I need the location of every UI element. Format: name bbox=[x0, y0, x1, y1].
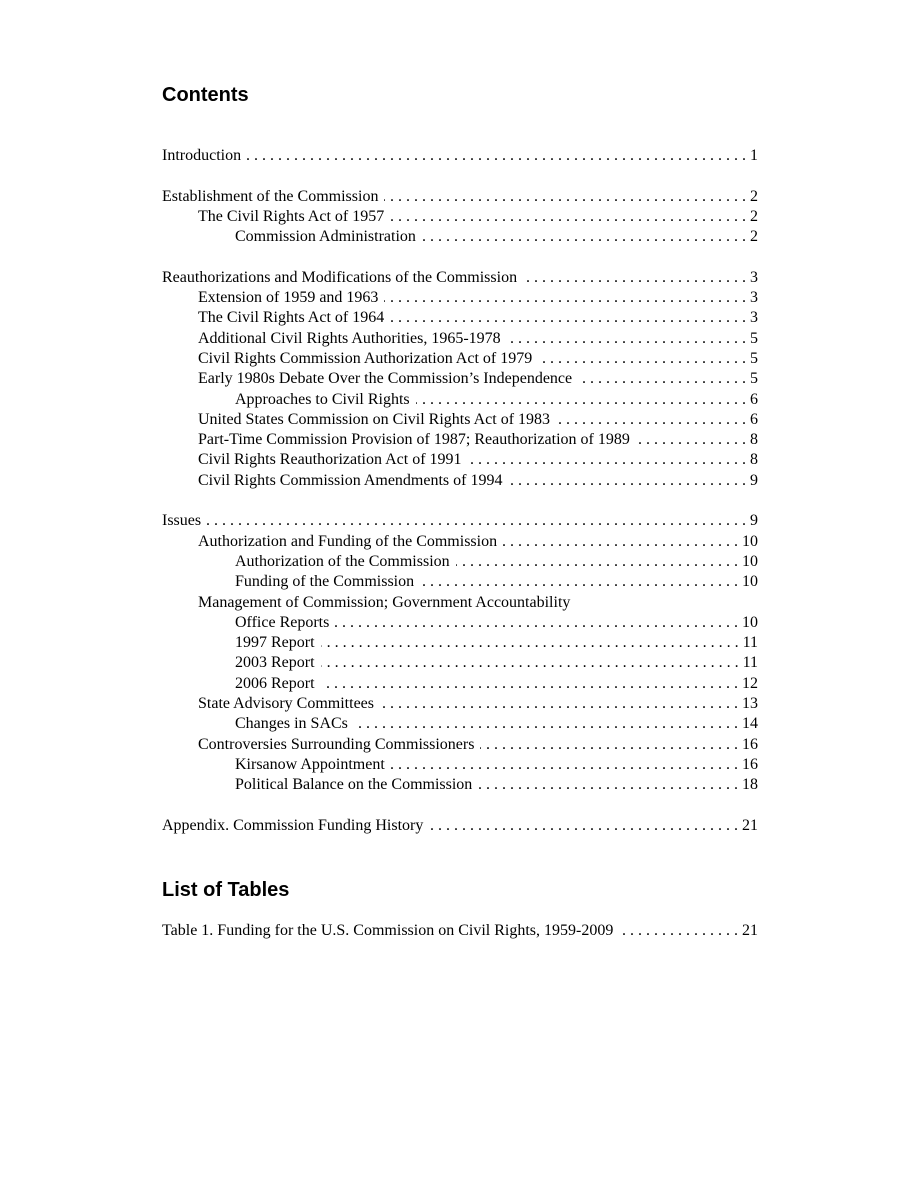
entry-title: Civil Rights Reauthorization Act of 1991 bbox=[198, 451, 462, 469]
toc-spacer bbox=[162, 166, 758, 186]
entry-title: Extension of 1959 and 1963 bbox=[198, 289, 379, 307]
entry-title: Kirsanow Appointment bbox=[235, 755, 385, 773]
entry-title: Management of Commission; Government Accountability bbox=[198, 593, 571, 611]
toc-entry[interactable] bbox=[162, 329, 758, 349]
entry-title: Introduction bbox=[162, 147, 242, 164]
page-number: 9 bbox=[750, 512, 758, 530]
entry-title: Changes in SACs bbox=[235, 715, 348, 733]
toc-entry[interactable] bbox=[162, 390, 758, 410]
toc-entry[interactable] bbox=[162, 775, 758, 795]
dot-leader bbox=[335, 613, 738, 633]
dot-leader bbox=[380, 694, 738, 714]
entry-title: 2003 Report bbox=[235, 654, 315, 672]
dot-leader bbox=[390, 207, 746, 227]
entry-title: Issues bbox=[162, 512, 202, 530]
dot-leader bbox=[391, 755, 738, 775]
page-number: 21 bbox=[742, 816, 758, 834]
entry-title: Early 1980s Debate Over the Commission’s Independence bbox=[198, 370, 573, 388]
dot-leader bbox=[390, 308, 746, 328]
dot-leader bbox=[429, 816, 738, 836]
entry-title: United States Commission on Civil Rights Act of 1983 bbox=[198, 410, 551, 428]
contents-heading: Contents bbox=[162, 84, 249, 106]
entry-title: Table 1. Funding for the U.S. Commission on Civil Rights, 1959-2009 bbox=[162, 922, 614, 939]
dot-leader bbox=[508, 471, 746, 491]
entry-title: Approaches to Civil Rights bbox=[235, 390, 410, 408]
entry-title: Additional Civil Rights Authorities, 1965-1978 bbox=[198, 329, 501, 347]
list-of-tables-heading: List of Tables bbox=[162, 879, 290, 901]
dot-leader bbox=[480, 735, 738, 755]
page-number: 8 bbox=[750, 451, 758, 469]
toc-entry[interactable] bbox=[162, 613, 758, 633]
page-number: 9 bbox=[750, 471, 758, 489]
dot-leader bbox=[384, 187, 746, 207]
list-of-tables bbox=[162, 921, 758, 941]
dot-leader bbox=[503, 532, 738, 552]
dot-leader bbox=[321, 674, 738, 694]
toc-entry[interactable] bbox=[162, 735, 758, 755]
toc-entry[interactable] bbox=[162, 410, 758, 430]
entry-title: Civil Rights Commission Amendments of 1994 bbox=[198, 471, 503, 489]
page-number: 2 bbox=[750, 187, 758, 205]
toc-entry[interactable] bbox=[162, 755, 758, 775]
page-number: 18 bbox=[742, 776, 758, 794]
page-number: 2 bbox=[750, 207, 758, 225]
page-number: 1 bbox=[750, 147, 758, 164]
dot-leader bbox=[523, 268, 746, 288]
entry-title: Reauthorizations and Modifications of the Commission bbox=[162, 268, 518, 286]
dot-leader bbox=[247, 146, 746, 166]
page-number: 10 bbox=[742, 532, 758, 550]
page-number: 3 bbox=[750, 309, 758, 327]
toc-entry[interactable] bbox=[162, 471, 758, 491]
page-number: 16 bbox=[742, 755, 758, 773]
page-number: 21 bbox=[742, 922, 758, 939]
page-number: 10 bbox=[742, 573, 758, 591]
toc-entry[interactable] bbox=[162, 349, 758, 369]
page-number: 6 bbox=[750, 410, 758, 428]
toc-entry[interactable] bbox=[162, 532, 758, 552]
dot-leader bbox=[507, 329, 746, 349]
dot-leader bbox=[207, 511, 746, 531]
toc-entry[interactable] bbox=[162, 450, 758, 470]
toc-entry[interactable] bbox=[162, 633, 758, 653]
page-number: 6 bbox=[750, 390, 758, 408]
entry-title: 2006 Report bbox=[235, 674, 315, 692]
entry-title: Political Balance on the Commission bbox=[235, 776, 473, 794]
page-number: 12 bbox=[742, 674, 758, 692]
entry-title: The Civil Rights Act of 1964 bbox=[198, 309, 385, 327]
dot-leader bbox=[556, 410, 746, 430]
page-number: 8 bbox=[750, 431, 758, 449]
entry-title: 1997 Report bbox=[235, 634, 315, 652]
toc-entry[interactable] bbox=[162, 511, 758, 531]
entry-title: Funding of the Commission bbox=[235, 573, 415, 591]
entry-title: Office Reports bbox=[235, 613, 330, 631]
dot-leader bbox=[636, 430, 746, 450]
dot-leader bbox=[321, 633, 739, 653]
toc-entry[interactable] bbox=[162, 552, 758, 572]
page-number: 11 bbox=[742, 654, 758, 672]
toc-entry[interactable] bbox=[162, 430, 758, 450]
dot-leader bbox=[384, 288, 746, 308]
entry-title: Appendix. Commission Funding History bbox=[162, 816, 424, 834]
entry-title: Authorization of the Commission bbox=[235, 552, 450, 570]
dot-leader bbox=[416, 390, 746, 410]
entry-title: Establishment of the Commission bbox=[162, 187, 379, 205]
page-number: 5 bbox=[750, 329, 758, 347]
toc-entry[interactable] bbox=[162, 288, 758, 308]
toc-entry[interactable] bbox=[162, 674, 758, 694]
entry-title: Controversies Surrounding Commissioners bbox=[198, 735, 475, 753]
page-number: 5 bbox=[750, 349, 758, 367]
toc-entry[interactable] bbox=[162, 146, 758, 166]
toc-entry[interactable] bbox=[162, 694, 758, 714]
entry-title: The Civil Rights Act of 1957 bbox=[198, 207, 385, 225]
toc-entry[interactable] bbox=[162, 593, 758, 613]
toc-entry[interactable] bbox=[162, 207, 758, 227]
toc-entry[interactable] bbox=[162, 572, 758, 592]
dot-leader bbox=[321, 653, 739, 673]
dot-leader bbox=[422, 227, 746, 247]
page-number: 2 bbox=[750, 228, 758, 246]
page-number: 5 bbox=[750, 370, 758, 388]
toc-entry[interactable] bbox=[162, 187, 758, 207]
dot-leader bbox=[468, 450, 746, 470]
table-of-contents bbox=[162, 146, 758, 836]
toc-entry[interactable] bbox=[162, 227, 758, 247]
dot-leader bbox=[538, 349, 746, 369]
page-number: 10 bbox=[742, 613, 758, 631]
entry-title: State Advisory Committees bbox=[198, 695, 374, 713]
toc-entry[interactable] bbox=[162, 268, 758, 288]
page-number: 13 bbox=[742, 695, 758, 713]
page-number: 14 bbox=[742, 715, 758, 733]
page-number: 3 bbox=[750, 268, 758, 286]
page-number: 3 bbox=[750, 289, 758, 307]
dot-leader bbox=[578, 369, 746, 389]
page-number: 16 bbox=[742, 735, 758, 753]
toc-spacer bbox=[162, 247, 758, 267]
toc-entry[interactable] bbox=[162, 308, 758, 328]
entry-title: Civil Rights Commission Authorization Act of 1979 bbox=[198, 349, 533, 367]
dot-leader bbox=[478, 775, 738, 795]
entry-title: Part-Time Commission Provision of 1987; Reauthorization of 1989 bbox=[198, 431, 630, 449]
page-number: 11 bbox=[742, 634, 758, 652]
toc-spacer bbox=[162, 796, 758, 816]
dot-leader bbox=[420, 572, 738, 592]
entry-title: Commission Administration bbox=[235, 228, 416, 246]
page-number: 10 bbox=[742, 552, 758, 570]
toc-entry[interactable] bbox=[162, 369, 758, 389]
dot-leader bbox=[619, 921, 738, 941]
toc-spacer bbox=[162, 491, 758, 511]
entry-title: Authorization and Funding of the Commission bbox=[198, 532, 498, 550]
table-list-entry[interactable] bbox=[162, 921, 758, 941]
dot-leader bbox=[354, 714, 738, 734]
dot-leader bbox=[456, 552, 738, 572]
toc-entry[interactable] bbox=[162, 714, 758, 734]
toc-entry[interactable] bbox=[162, 816, 758, 836]
toc-entry[interactable] bbox=[162, 653, 758, 673]
